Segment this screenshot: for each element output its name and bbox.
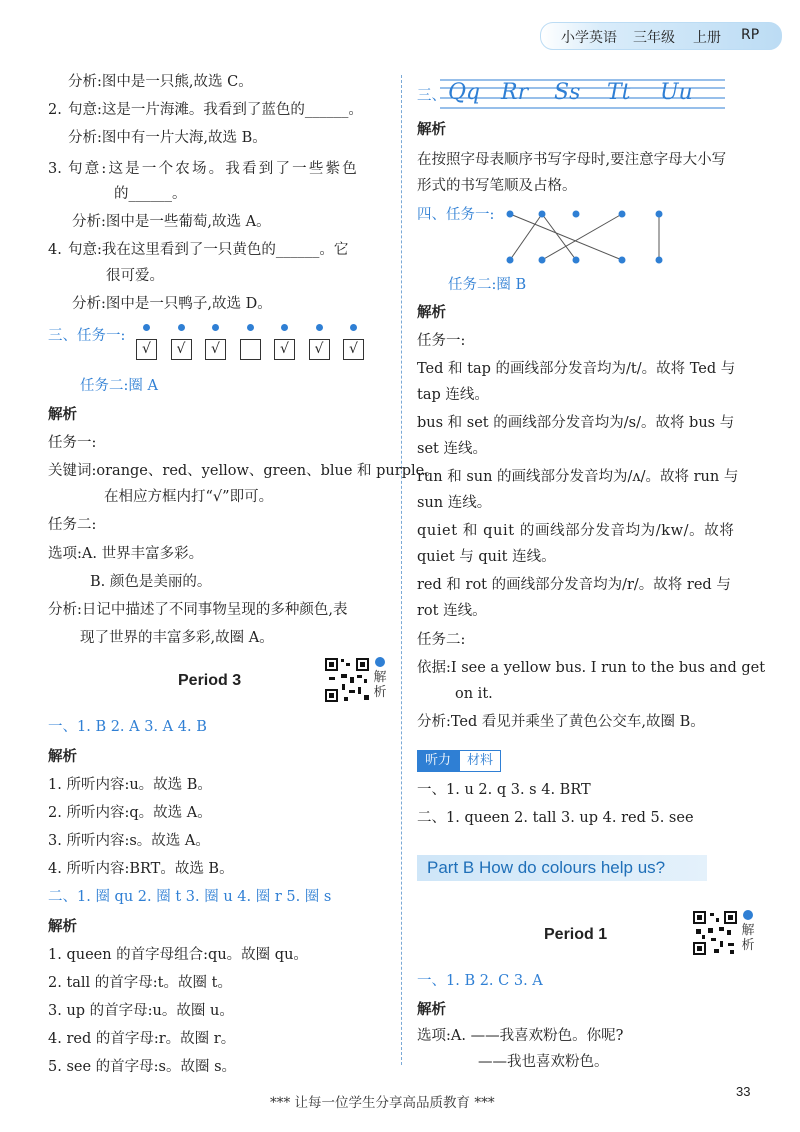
match-dot xyxy=(656,211,663,218)
answer-checkbox[interactable]: √ xyxy=(274,339,295,360)
material-answers: 二、1. queen 2. tall 3. up 4. red 5. see xyxy=(417,810,694,826)
explanation-line: red 和 rot 的画线部分发音均为/r/。故将 red 与 xyxy=(417,577,731,593)
question-number: 3. xyxy=(48,161,62,177)
period-title: Period 3 xyxy=(178,672,242,689)
analysis-line: 分析:图中是一只熊,故选 C。 xyxy=(68,74,253,90)
basis-line: 依据:I see a yellow bus. I run to the bus and get xyxy=(417,660,766,676)
analysis-line: 分析:图中是一些葡萄,故选 A。 xyxy=(72,214,271,230)
option-line: 选项:A. 世界丰富多彩。 xyxy=(48,546,204,562)
explanation-line: 3. 所听内容:s。故选 A。 xyxy=(48,833,210,849)
header-banner xyxy=(540,22,782,50)
match-dot xyxy=(507,257,514,264)
question-text: 的______。 xyxy=(114,186,187,202)
note-line: 形式的书写笔顺及占格。 xyxy=(417,178,577,194)
question-text: 句意:我在这里看到了一只黄色的______。它 xyxy=(68,242,349,258)
analysis-heading: 解析 xyxy=(417,305,446,321)
basis-line: on it. xyxy=(455,686,493,702)
explanation-line: rot 连线。 xyxy=(417,603,487,619)
analysis-heading: 解析 xyxy=(417,1002,446,1018)
answer-checkbox[interactable] xyxy=(240,339,261,360)
task-label: 任务二: xyxy=(417,632,466,648)
handwritten-letter: Ss xyxy=(554,80,581,105)
explanation-line: 1. queen 的首字母组合:qu。故圈 qu。 xyxy=(48,947,308,963)
task-two-answer: 任务二:圈 B xyxy=(448,277,527,293)
analysis-heading: 解析 xyxy=(48,407,77,423)
keyword-line: 在相应方框内打“√”即可。 xyxy=(104,489,274,505)
match-dot xyxy=(656,257,663,264)
material-tag: 材料 xyxy=(459,750,501,772)
header-subject: 小学英语 xyxy=(561,30,617,46)
section-one-answers: 一、1. B 2. C 3. A xyxy=(417,973,543,989)
answer-checkbox[interactable]: √ xyxy=(309,339,330,360)
task-label: 任务一: xyxy=(417,333,466,349)
explanation-line: 2. 所听内容:q。故选 A。 xyxy=(48,805,212,821)
analysis-line: 现了世界的丰富多彩,故圈 A。 xyxy=(80,630,274,646)
explanation-line: tap 连线。 xyxy=(417,387,489,403)
task-label: 任务二: xyxy=(48,517,97,533)
explanation-line: run 和 sun 的画线部分发音均为/ʌ/。故将 run 与 xyxy=(417,469,739,485)
listening-tag: 听力 xyxy=(417,750,459,772)
explanation-line: 2. tall 的首字母:t。故圈 t。 xyxy=(48,975,232,991)
handwritten-letter: Tt xyxy=(607,80,631,105)
analysis-heading: 解析 xyxy=(48,919,77,935)
answer-checkbox[interactable]: √ xyxy=(136,339,157,360)
checkbox-dot xyxy=(281,324,288,331)
part-b-banner: Part B How do colours help us? xyxy=(417,855,707,881)
explanation-line: sun 连线。 xyxy=(417,495,492,511)
play-icon xyxy=(743,910,753,920)
question-text: 很可爱。 xyxy=(106,268,164,284)
checkbox-dot xyxy=(178,324,185,331)
explanation-line: 5. see 的首字母:s。故圈 s。 xyxy=(48,1059,237,1075)
match-dot xyxy=(539,211,546,218)
handwritten-letter: Rr xyxy=(501,80,529,105)
section-one-answers: 一、1. B 2. A 3. A 4. B xyxy=(48,719,207,735)
explanation-line: 4. 所听内容:BRT。故选 B。 xyxy=(48,861,234,877)
option-line: 选项:A. ——我喜欢粉色。你呢? xyxy=(417,1028,624,1044)
keyword-line: 关键词:orange、red、yellow、green、blue 和 purple。 xyxy=(48,463,439,479)
note-line: 在按照字母表顺序书写字母时,要注意字母大小写 xyxy=(417,152,727,168)
analysis-heading: 解析 xyxy=(48,749,77,765)
question-number: 2. xyxy=(48,102,62,118)
explanation-line: quiet 和 quit 的画线部分发音均为/kw/。故将 xyxy=(417,523,735,539)
option-line: B. 颜色是美丽的。 xyxy=(90,574,212,590)
question-text: 句意:这是一个农场。我看到了一些紫色 xyxy=(68,161,359,177)
period-title: Period 1 xyxy=(544,926,608,943)
task-label: 任务一: xyxy=(48,435,97,451)
explanation-line: set 连线。 xyxy=(417,441,487,457)
match-dot xyxy=(573,211,580,218)
match-dot xyxy=(619,211,626,218)
option-line: ——我也喜欢粉色。 xyxy=(478,1054,609,1070)
handwritten-letter: Qq xyxy=(448,80,481,105)
checkbox-dot xyxy=(350,324,357,331)
footer-slogan: *** 让每一位学生分享高品质教育 *** xyxy=(270,1095,495,1111)
task-two-answer: 任务二:圈 A xyxy=(80,378,158,394)
analysis-line: 分析:图中是一只鸭子,故选 D。 xyxy=(72,296,272,312)
question-number: 4. xyxy=(48,242,62,258)
section-four-label: 四、任务一: xyxy=(417,207,495,223)
section-two-answers: 二、1. 圈 qu 2. 圈 t 3. 圈 u 4. 圈 r 5. 圈 s xyxy=(48,889,332,905)
column-divider xyxy=(401,75,402,1065)
matching-diagram xyxy=(500,208,670,268)
checkbox-dot xyxy=(143,324,150,331)
answer-checkbox[interactable]: √ xyxy=(343,339,364,360)
explanation-line: 1. 所听内容:u。故选 B。 xyxy=(48,777,212,793)
qr-label: 解析 xyxy=(741,922,755,952)
explanation-line: Ted 和 tap 的画线部分发音均为/t/。故将 Ted 与 xyxy=(417,361,736,377)
checkbox-dot xyxy=(212,324,219,331)
handwritten-letter: Uu xyxy=(660,80,693,105)
analysis-heading: 解析 xyxy=(417,122,446,138)
match-dot xyxy=(539,257,546,264)
answer-checkbox[interactable]: √ xyxy=(171,339,192,360)
match-dot xyxy=(507,211,514,218)
explanation-line: bus 和 set 的画线部分发音均为/s/。故将 bus 与 xyxy=(417,415,735,431)
explanation-line: quiet 与 quit 连线。 xyxy=(417,549,556,565)
analysis-line: 分析:图中有一片大海,故选 B。 xyxy=(68,130,267,146)
qr-label: 解析 xyxy=(373,669,387,699)
qr-code-icon[interactable] xyxy=(692,910,738,956)
material-answers: 一、1. u 2. q 3. s 4. BRT xyxy=(417,782,591,798)
analysis-line: 分析:Ted 看见并乘坐了黄色公交车,故圈 B。 xyxy=(417,714,705,730)
checkbox-dot xyxy=(247,324,254,331)
explanation-line: 4. red 的首字母:r。故圈 r。 xyxy=(48,1031,236,1047)
header-edition: RP xyxy=(741,27,760,43)
qr-code-icon[interactable] xyxy=(324,657,370,703)
checkbox-dot xyxy=(316,324,323,331)
match-dot xyxy=(573,257,580,264)
section-three-label: 三、 xyxy=(417,88,446,104)
question-text: 句意:这是一片海滩。我看到了蓝色的______。 xyxy=(68,102,363,118)
header-grade: 三年级 xyxy=(633,30,675,46)
answer-checkbox[interactable]: √ xyxy=(205,339,226,360)
play-icon xyxy=(375,657,385,667)
explanation-line: 3. up 的首字母:u。故圈 u。 xyxy=(48,1003,234,1019)
page-number: 33 xyxy=(736,1084,751,1099)
section-three-label: 三、任务一: xyxy=(48,328,126,344)
match-dot xyxy=(619,257,626,264)
analysis-line: 分析:日记中描述了不同事物呈现的多种颜色,表 xyxy=(48,602,348,618)
header-term: 上册 xyxy=(693,30,721,46)
